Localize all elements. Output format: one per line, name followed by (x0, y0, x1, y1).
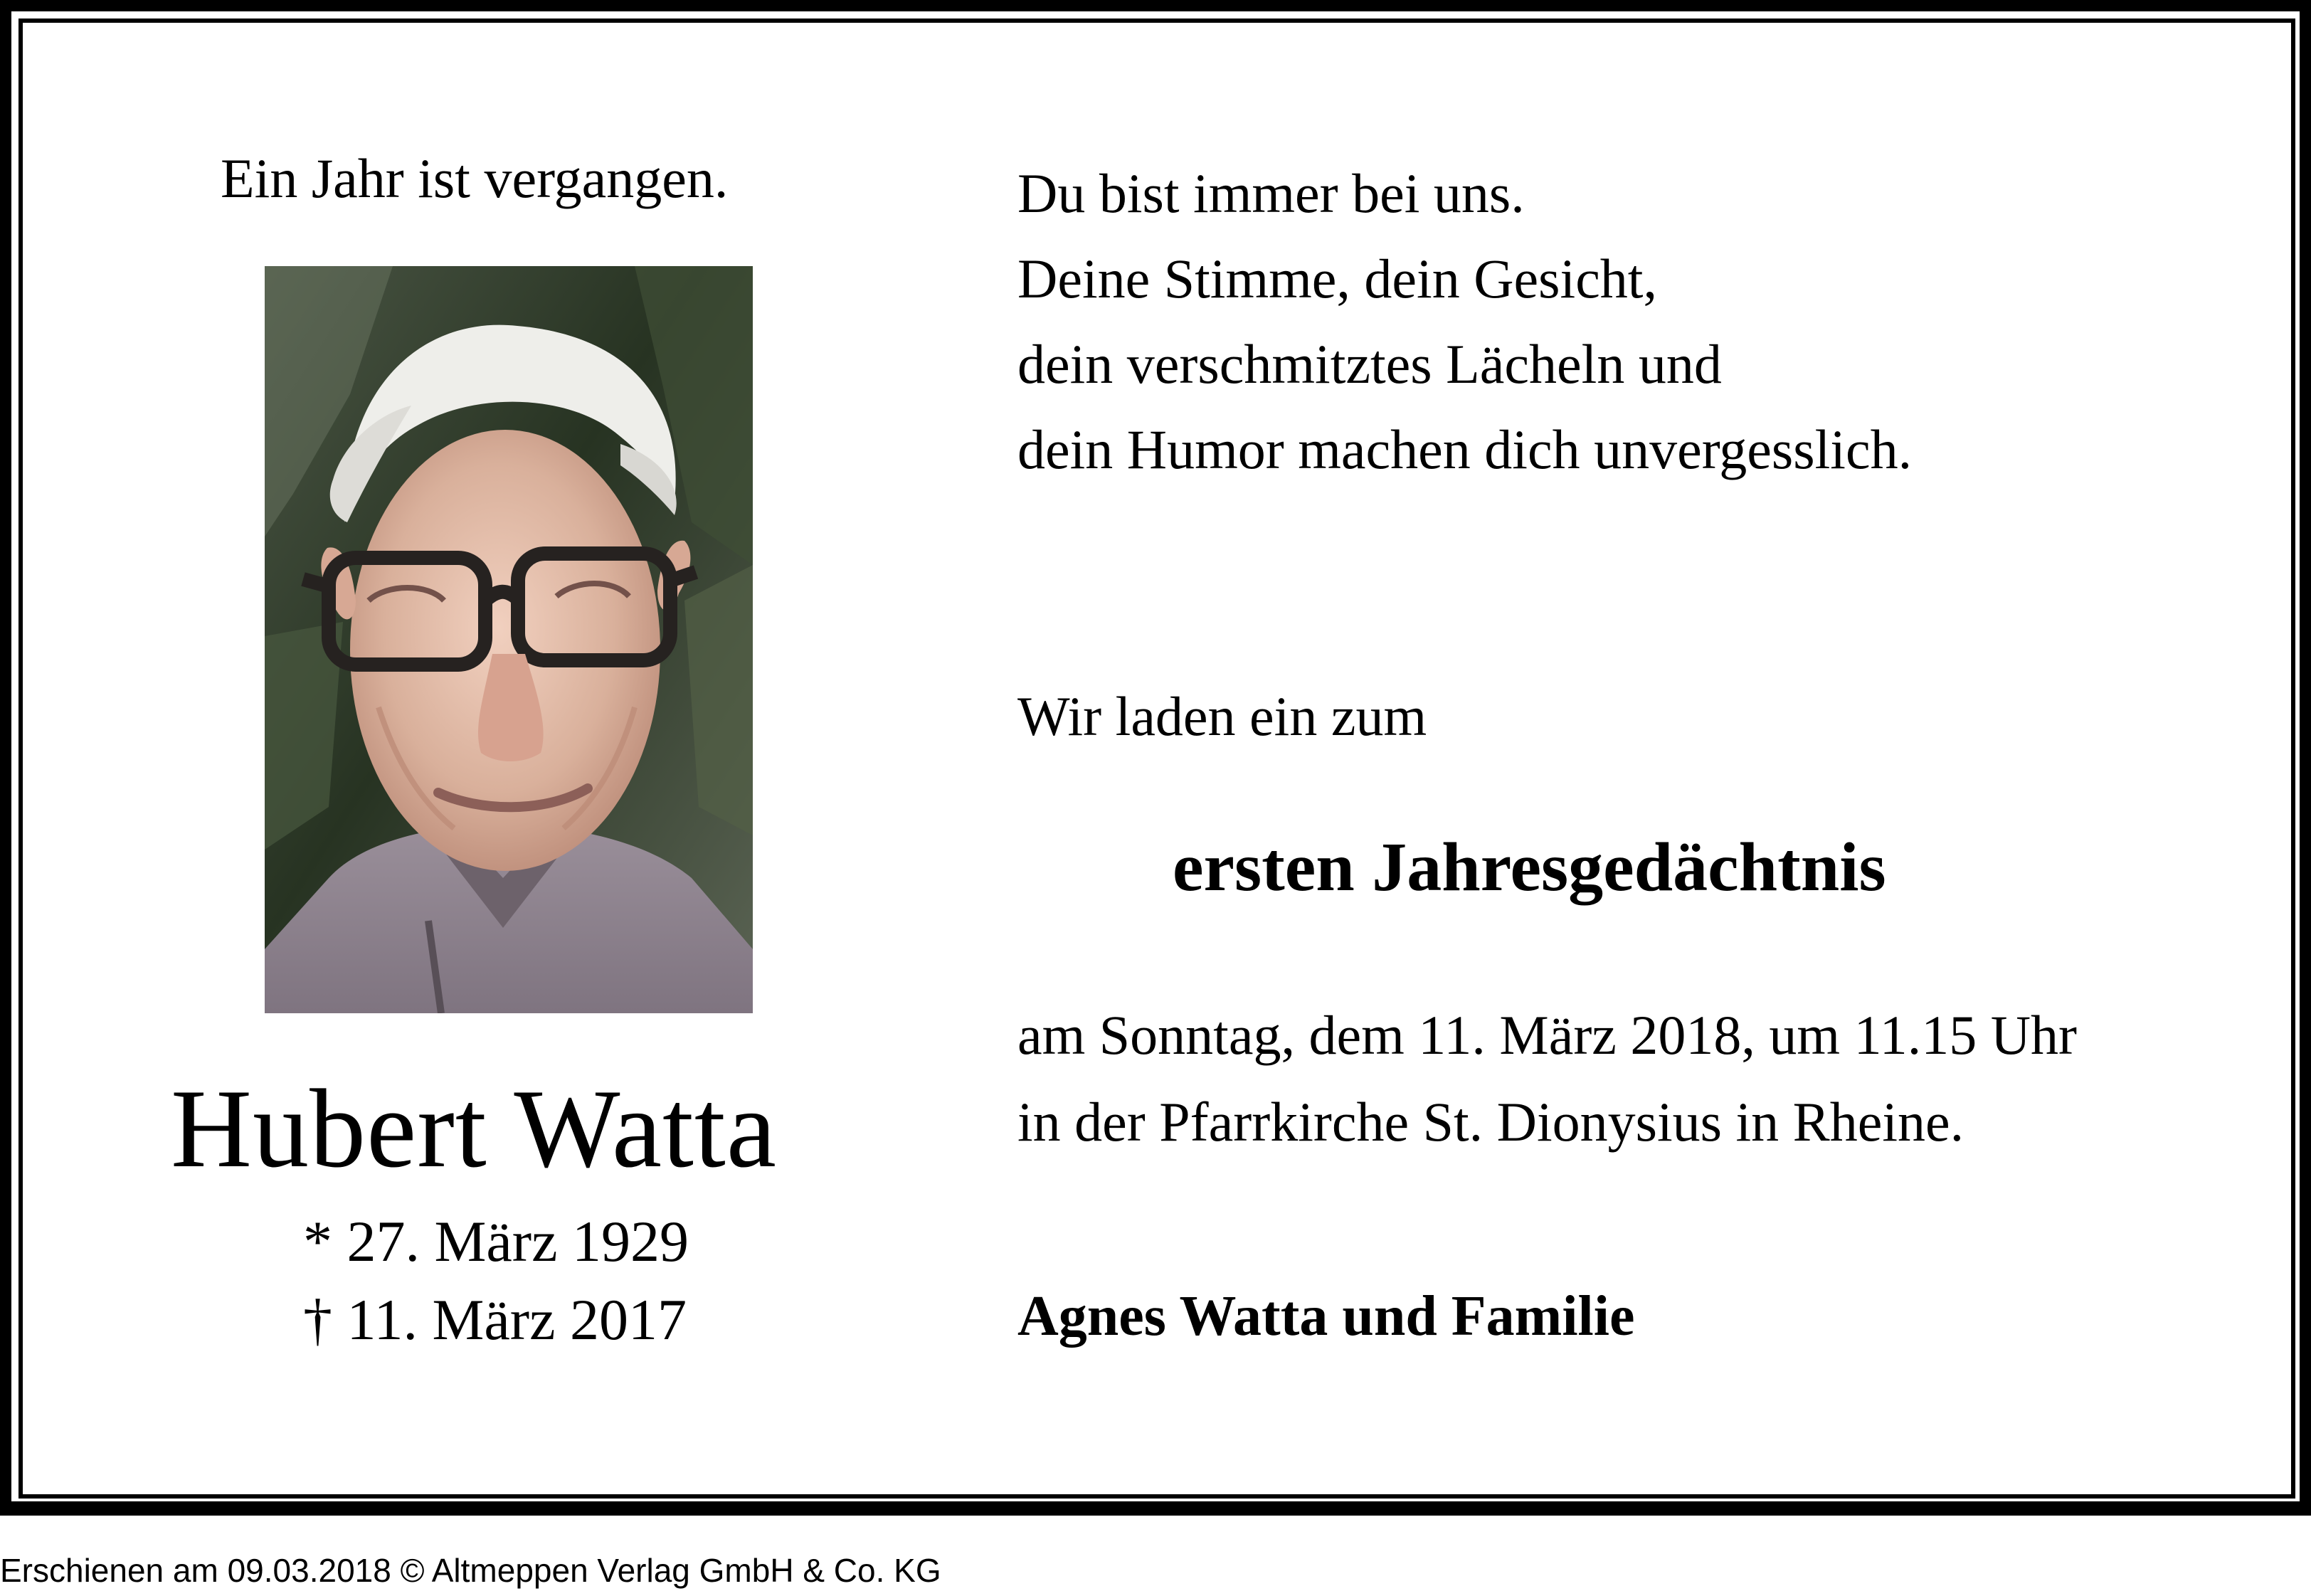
birth-date: * 27. März 1929 (303, 1209, 689, 1274)
death-date: † 11. März 2017 (303, 1287, 687, 1352)
poem-line: dein Humor machen dich unvergesslich. (1017, 418, 1913, 480)
poem-line: dein verschmitztes Lächeln und (1017, 333, 1722, 395)
memorial-poem (1017, 151, 1912, 492)
deceased-name: Hubert Watta (171, 1067, 777, 1191)
service-date-line: am Sonntag, dem 11. März 2018, um 11.15 Uhr (1017, 1004, 2078, 1066)
left-heading: Ein Jahr ist vergangen. (221, 147, 729, 209)
publication-footer: Erschienen am 09.03.2018 © Altmeppen Verlag GmbH & Co. KG (0, 1552, 941, 1589)
portrait-illustration (265, 266, 753, 1013)
portrait-photo-icon (265, 266, 753, 1013)
poem-line: Du bist immer bei uns. (1017, 162, 1525, 224)
family-signature: Agnes Watta und Familie (1017, 1285, 1635, 1348)
service-location-line: in der Pfarrkirche St. Dionysius in Rheine. (1017, 1091, 1964, 1153)
memorial-title: ersten Jahresgedächtnis (1173, 829, 1886, 906)
service-details (1017, 992, 2077, 1166)
poem-line: Deine Stimme, dein Gesicht, (1017, 248, 1657, 310)
invitation-line: Wir laden ein zum (1017, 685, 1427, 747)
